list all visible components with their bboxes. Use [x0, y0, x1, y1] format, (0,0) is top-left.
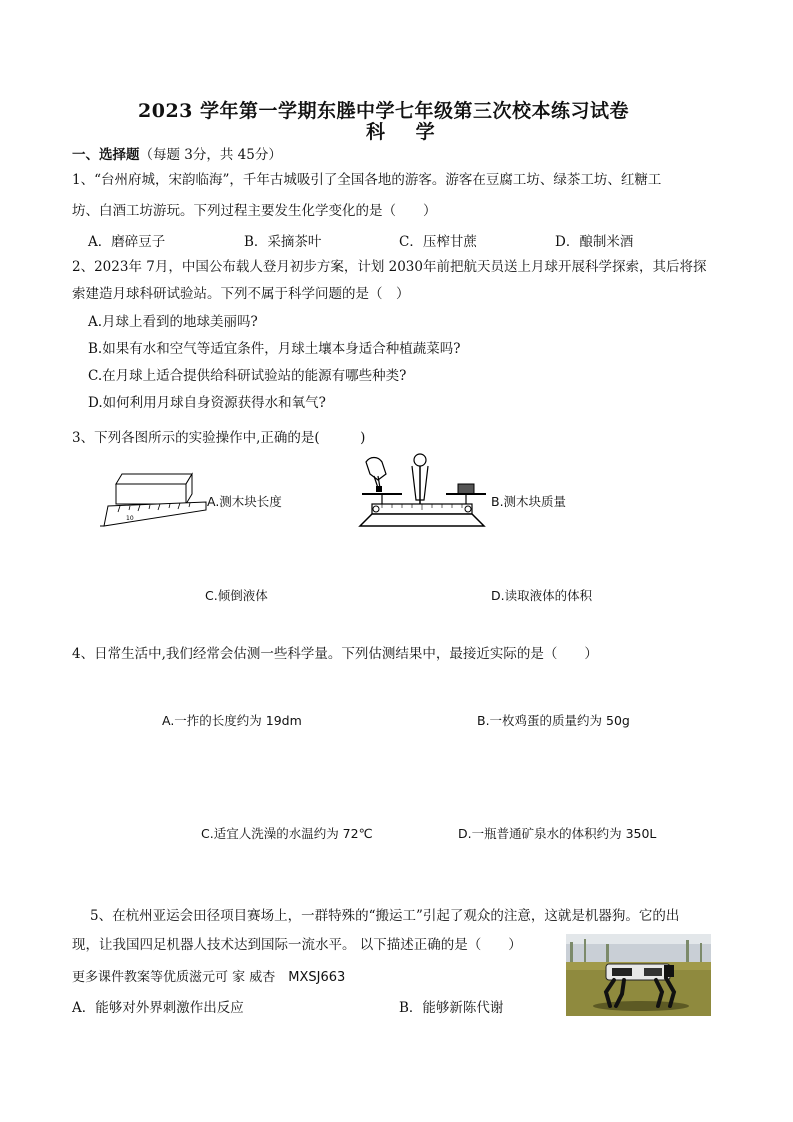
section-label: 一、选择题: [72, 147, 140, 163]
q1-option-d[interactable]: D．酿制米酒: [555, 234, 634, 250]
q4-option-b[interactable]: B.一枚鸡蛋的质量约为 50g: [477, 713, 630, 728]
q5-option-b[interactable]: B．能够新陈代谢: [399, 1000, 504, 1016]
q2-option-a[interactable]: A.月球上看到的地球美丽吗?: [88, 314, 258, 330]
balance-scale-figure: [352, 452, 487, 532]
q3-option-a[interactable]: A.测木块长度: [207, 494, 282, 509]
q1-option-a[interactable]: A．磨碎豆子: [88, 234, 166, 250]
q2-option-c[interactable]: C.在月球上适合提供给科研试验站的能源有哪些种类?: [88, 368, 407, 384]
q1-stem-line1: 1、“台州府城，宋韵临海”，千年古城吸引了全国各地的游客。游客在豆腐工坊、绿茶工坊、红糖工: [72, 172, 662, 188]
section-note: （每题 3分，共 45分）: [139, 147, 282, 163]
svg-text:10: 10: [126, 515, 134, 522]
ruler-block-figure: [100, 470, 210, 530]
q5-stem-line2: 现，让我国四足机器人技术达到国际一流水平。 以下描述正确的是（ ）: [72, 937, 522, 953]
q1-stem-line2: 坊、白酒工坊游玩。下列过程主要发生化学变化的是（ ）: [72, 203, 437, 219]
q4-option-c[interactable]: C.适宜人洗澡的水温约为 72℃: [201, 826, 373, 841]
q2-stem-line1: 2、2023年 7月，中国公布载人登月初步方案，计划 2030年前把航天员送上月球开展科学探索，其后将探: [72, 259, 707, 275]
q1-option-b[interactable]: B．采摘茶叶: [244, 234, 322, 250]
q3-stem: 3、下列各图所示的实验操作中,正确的是( ): [72, 430, 366, 446]
q3-option-b[interactable]: B.测木块质量: [491, 494, 567, 509]
q2-option-b[interactable]: B.如果有水和空气等适宜条件，月球土壤本身适合种植蔬菜吗?: [88, 341, 461, 357]
q5-option-a[interactable]: A．能够对外界刺激作出反应: [72, 1000, 244, 1016]
q2-option-d[interactable]: D.如何利用月球自身资源获得水和氧气?: [88, 395, 326, 411]
q4-option-d[interactable]: D.一瓶普通矿泉水的体积约为 350L: [458, 826, 657, 841]
exam-title: 2023 学年第一学期东塍中学七年级第三次校本练习试卷: [138, 100, 629, 122]
q3-option-d[interactable]: D.读取液体的体积: [491, 588, 593, 603]
q1-option-c[interactable]: C．压榨甘蔗: [399, 234, 477, 250]
q4-stem: 4、日常生活中,我们经常会估测一些科学量。下列估测结果中，最接近实际的是（ ）: [72, 646, 598, 662]
q3-option-c[interactable]: C.倾倒液体: [205, 588, 268, 603]
subject-title: 科 学: [366, 121, 447, 143]
robot-dog-photo: [566, 934, 711, 1016]
q5-stem-line1: 5、在杭州亚运会田径项目赛场上，一群特殊的“搬运工”引起了观众的注意，这就是机器狗。它的出: [90, 908, 680, 924]
section-heading: [72, 143, 282, 163]
q4-option-a[interactable]: A.一拃的长度约为 19dm: [162, 713, 302, 728]
q2-stem-line2: 索建造月球科研试验站。下列不属于科学问题的是（ ）: [72, 286, 410, 302]
ad-text: 更多课件教案等优质滋元可 家 威杏 MXSJ663: [72, 970, 346, 985]
